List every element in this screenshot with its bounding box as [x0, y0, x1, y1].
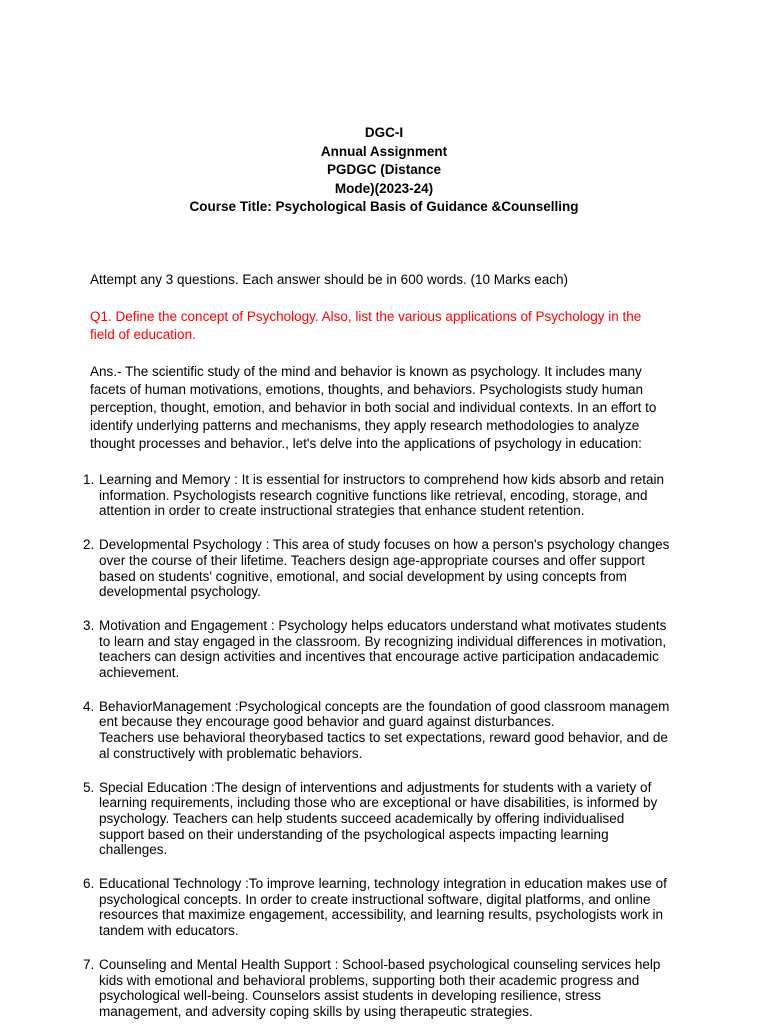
list-item-number: 3.: [83, 617, 95, 633]
answer-line: thought processes and behavior., let's delve into the applications of psychology in education:: [90, 436, 642, 451]
list-item-line: challenges.: [99, 842, 168, 858]
header-program: PGDGC (Distance: [326, 162, 442, 177]
list-item: [80, 699, 690, 780]
answer-line: Ans.- The scientific study of the mind and behavior is known as psychology. It includes many: [90, 364, 642, 379]
list-item-line: Learning and Memory : It is essential for instructors to comprehend how kids absorb and retain: [99, 472, 665, 487]
question-1: [90, 308, 690, 344]
header-mode: Mode)(2023-24): [334, 180, 434, 196]
list-item-line: ent because they encourage good behavior and guard against disturbances.: [99, 714, 555, 730]
question-line: field of education.: [90, 327, 196, 342]
answer-intro: [90, 363, 690, 453]
header-assignment: Annual Assignment: [320, 143, 448, 159]
list-item-line: information. Psychologists research cognitive functions like retrieval, encoding, storage, and: [99, 487, 648, 503]
list-item-line: tandem with educators.: [99, 923, 239, 939]
list-item-line: kids with emotional and behavioral problems, supporting both their academic progress and: [99, 972, 640, 988]
list-item-line: over the course of their lifetime. Teachers design age-appropriate courses and offer support: [99, 552, 645, 568]
list-item-line: Special Education :The design of interventions and adjustments for students with a variety of: [99, 779, 652, 795]
list-item-line: achievement.: [99, 665, 180, 681]
list-item-line: al constructively with problematic behaviors.: [99, 745, 363, 761]
list-item-number: 6.: [83, 876, 95, 892]
list-item-number: 4.: [83, 698, 95, 714]
list-item-line: Educational Technology :To improve learning, technology integration in education makes use of: [99, 876, 667, 892]
list-item: [80, 780, 690, 877]
applications-list: [80, 472, 690, 1020]
answer-line: perception, thought, emotion, and behavior in both social and individual contexts. In an effort to: [90, 400, 657, 415]
answer-line: identify underlying patterns and mechanisms, they apply research methodologies to analyze: [90, 418, 640, 433]
answer-line: facets of human motivations, emotions, thoughts, and behaviors. Psychologists study human: [90, 382, 644, 397]
list-item-line: psychological well-being. Counselors assist students in developing resilience, stress: [99, 988, 602, 1004]
list-item-line: to learn and stay engaged in the classroom. By recognizing individual differences in motivation,: [99, 633, 667, 649]
header-code: DGC-I: [364, 125, 404, 140]
instructions: Attempt any 3 questions. Each answer should be in 600 words. (10 Marks each): [90, 272, 569, 287]
list-item-line: learning requirements, including those who are exceptional or have disabilities, is informed by: [99, 795, 658, 811]
document-header: [0, 124, 768, 217]
question-line: Q1. Define the concept of Psychology. Also, list the various applications of Psychology in the: [90, 309, 642, 324]
list-item-line: management, and adversity coping skills by using therapeutic strategies.: [99, 1003, 533, 1019]
list-item-line: BehaviorManagement :Psychological concepts are the foundation of good classroom managem: [99, 698, 670, 714]
list-item-number: 7.: [83, 956, 95, 972]
list-item-line: Motivation and Engagement : Psychology helps educators understand what motivates students: [99, 617, 667, 633]
list-item-line: psychology. Teachers can help students succeed academically by offering individualised: [99, 810, 625, 826]
header-course-title: Course Title: Psychological Basis of Guidance &Counselling: [189, 199, 579, 214]
list-item: [80, 957, 690, 1020]
list-item-line: teachers can design activities and incentives that encourage active participation andacademic: [99, 649, 659, 665]
list-item-line: based on students' cognitive, emotional, and social development by using concepts from: [99, 568, 627, 584]
list-item-line: Teachers use behavioral theorybased tactics to set expectations, reward good behavior, and de: [99, 730, 668, 746]
list-item: [80, 537, 690, 618]
list-item-number: 1.: [83, 472, 95, 487]
list-item-line: psychological concepts. In order to create instructional software, digital platforms, and online: [99, 891, 651, 907]
list-item: [80, 618, 690, 699]
list-item: [80, 472, 690, 537]
list-item-number: 5.: [83, 779, 95, 795]
list-item-line: Developmental Psychology : This area of study focuses on how a person's psychology changes: [99, 537, 670, 553]
list-item-line: attention in order to create instructional strategies that enhance student retention.: [99, 503, 585, 519]
list-item: [80, 876, 690, 957]
list-item-number: 2.: [83, 537, 95, 553]
list-item-line: Counseling and Mental Health Support : School-based psychological counseling services help: [99, 956, 661, 972]
list-item-line: support based on their understanding of the psychological aspects impacting learning: [99, 826, 609, 842]
list-item-line: developmental psychology.: [99, 584, 261, 600]
list-item-line: resources that maximize engagement, accessibility, and learning results, psychologists work in: [99, 907, 664, 923]
